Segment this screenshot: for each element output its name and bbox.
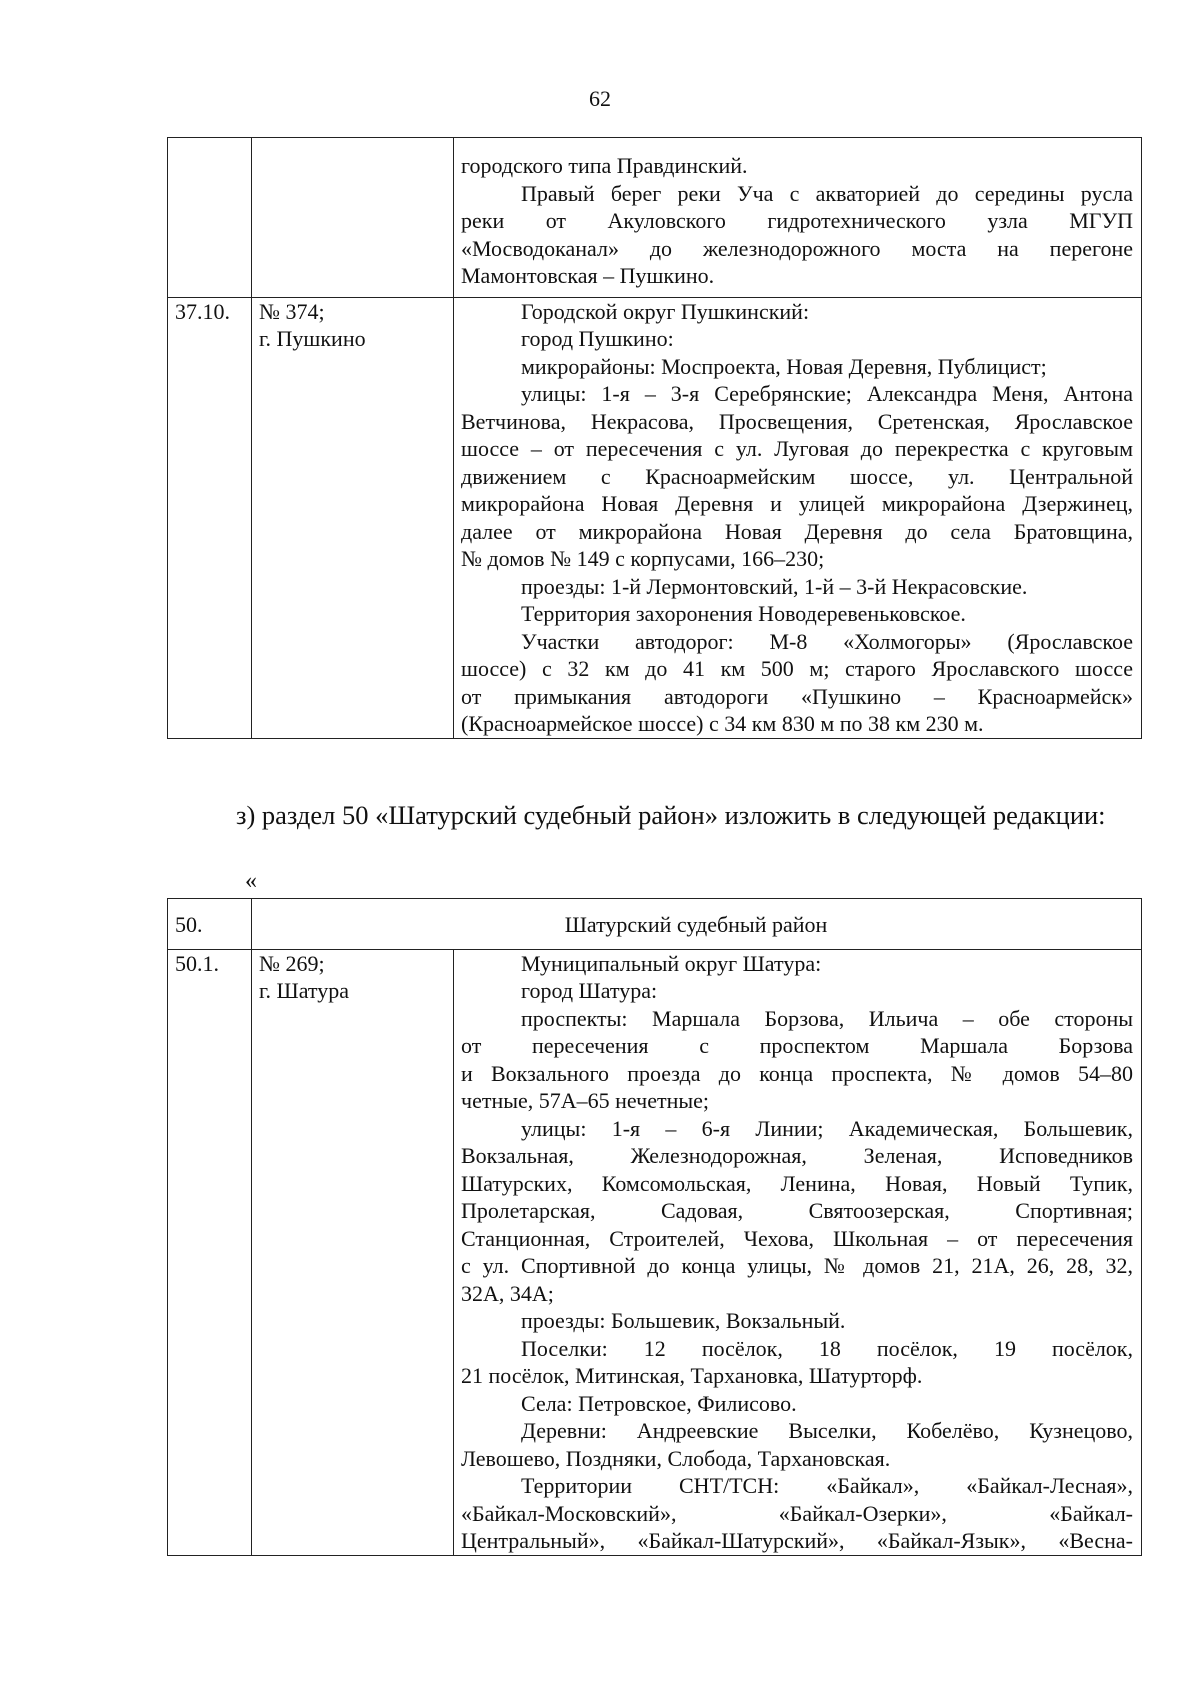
text-line: проезды: 1-й Лермонтовский, 1-й – 3-й Некрасовские. [521, 573, 1028, 599]
text-line: Территория захоронения Новодеревеньковское. [521, 601, 966, 626]
text-line: Мамонтовская – Пушкино. [461, 263, 715, 288]
territory-cell [454, 297, 1142, 738]
text-line: Шатурских, Комсомольская, Ленина, Новая, Новый Тупик, [461, 1170, 1133, 1196]
text-line: улицы: 1-я – 3-я Серебрянские; Александра Меня, Антона [521, 381, 1133, 406]
text-line: Вокзальная, Железнодорожная, Зеленая, Исповедников [461, 1143, 1133, 1168]
court-place: г. Шатура [259, 978, 350, 1003]
court-number: № 269; [259, 950, 325, 976]
text-line: движением с Красноармейским шоссе, ул. Центральной [461, 463, 1133, 489]
text-line: № домов № 149 с корпусами, 166–230; [461, 546, 825, 571]
text-line: Ветчинова, Некрасова, Просвещения, Сретенская, Ярославское [461, 408, 1133, 434]
row-number-cell: 37.10. [168, 297, 252, 738]
text-line: Территории СНТ/ТСН: «Байкал», «Байкал-Лесная», [521, 1473, 1133, 1498]
row-number-cell [168, 138, 252, 298]
text-line: микрорайона Новая Деревня и улицей микрорайона Дзержинец, [461, 491, 1133, 516]
text-line: Городской округ Пушкинский: [521, 298, 810, 324]
text-line: проезды: Большевик, Вокзальный. [521, 1308, 846, 1333]
court-cell [252, 138, 454, 298]
text-line: реки от Акуловского гидротехнического узла МГУП [461, 208, 1133, 233]
text-line: Участки автодорог: М-8 «Холмогоры» (Ярославское [521, 628, 1133, 654]
amendment-instruction: з) раздел 50 «Шатурский судебный район» изложить в следующей редакции: [236, 800, 1106, 830]
section-header-row [168, 899, 1142, 950]
text-line: проспекты: Маршала Борзова, Ильича – обе стороны [521, 1005, 1133, 1031]
text-line: от примыкания автодороги «Пушкино – Красноармейск» [461, 683, 1133, 709]
text-line: городского типа Правдинский. [461, 153, 748, 178]
table-row [168, 297, 1142, 738]
text-line: Деревни: Андреевские Выселки, Кобелёво, Кузнецово, [521, 1418, 1133, 1443]
territory-cell [454, 138, 1142, 298]
territory-table-continued [167, 137, 1142, 739]
text-line: Центральный», «Байкал-Шатурский», «Байкал-Язык», «Весна- [461, 1528, 1133, 1553]
text-line: улицы: 1-я – 6-я Линии; Академическая, Большевик, [521, 1115, 1133, 1141]
text-line: Муниципальный округ Шатура: [521, 950, 822, 976]
text-line: микрорайоны: Моспроекта, Новая Деревня, Публицист; [521, 353, 1047, 379]
text-line: (Красноармейское шоссе) с 34 км 830 м по 38 км 230 м. [461, 711, 984, 736]
territory-cell [454, 949, 1142, 1555]
text-line: Села: Петровское, Филисово. [521, 1390, 797, 1416]
court-place: г. Пушкино [259, 326, 366, 351]
text-line: и Вокзального проезда до конца проспекта, № домов 54–80 [461, 1060, 1133, 1086]
text-line: от пересечения с проспектом Маршала Борзова [461, 1033, 1133, 1058]
text-line: «Байкал-Московский», «Байкал-Озерки», «Байкал- [461, 1500, 1133, 1526]
text-line: город Шатура: [521, 978, 658, 1003]
text-line: далее от микрорайона Новая Деревня до села Братовщина, [461, 518, 1133, 544]
text-line: шоссе) с 32 км до 41 км 500 м; старого Ярославского шоссе [461, 656, 1133, 681]
section-title-cell: Шатурский судебный район [252, 899, 1142, 950]
text-line: с ул. Спортивной до конца улицы, № домов 21, 21А, 26, 28, 32, [461, 1253, 1133, 1278]
row-number-cell: 50.1. [168, 949, 252, 1555]
text-line: Поселки: 12 посёлок, 18 посёлок, 19 посёлок, [521, 1335, 1133, 1361]
table-row [168, 138, 1142, 298]
text-line: «Мосводоканал» до железнодорожного моста на перегоне [461, 235, 1133, 261]
text-line: 32А, 34А; [461, 1280, 554, 1306]
text-line: Пролетарская, Садовая, Святоозерская, Спортивная; [461, 1198, 1133, 1223]
court-cell [252, 297, 454, 738]
text-line: город Пушкино: [521, 326, 674, 351]
section-number-cell: 50. [168, 899, 252, 950]
court-cell [252, 949, 454, 1555]
opening-quote: « [245, 868, 257, 894]
text-line: Правый берег реки Уча с акваторией до середины русла [521, 180, 1133, 206]
table-row [168, 949, 1142, 1555]
section-50-table [167, 898, 1142, 1556]
text-line: Левошево, Поздняки, Слобода, Тархановская. [461, 1445, 891, 1471]
page-number: 62 [589, 86, 611, 111]
text-line: Станционная, Строителей, Чехова, Школьная – от пересечения [461, 1225, 1133, 1251]
text-line: шоссе – от пересечения с ул. Луговая до перекрестка с круговым [461, 436, 1133, 461]
text-line: четные, 57А–65 нечетные; [461, 1088, 710, 1113]
text-line: 21 посёлок, Митинская, Тархановка, Шатурторф. [461, 1363, 923, 1388]
court-number: № 374; [259, 298, 325, 324]
